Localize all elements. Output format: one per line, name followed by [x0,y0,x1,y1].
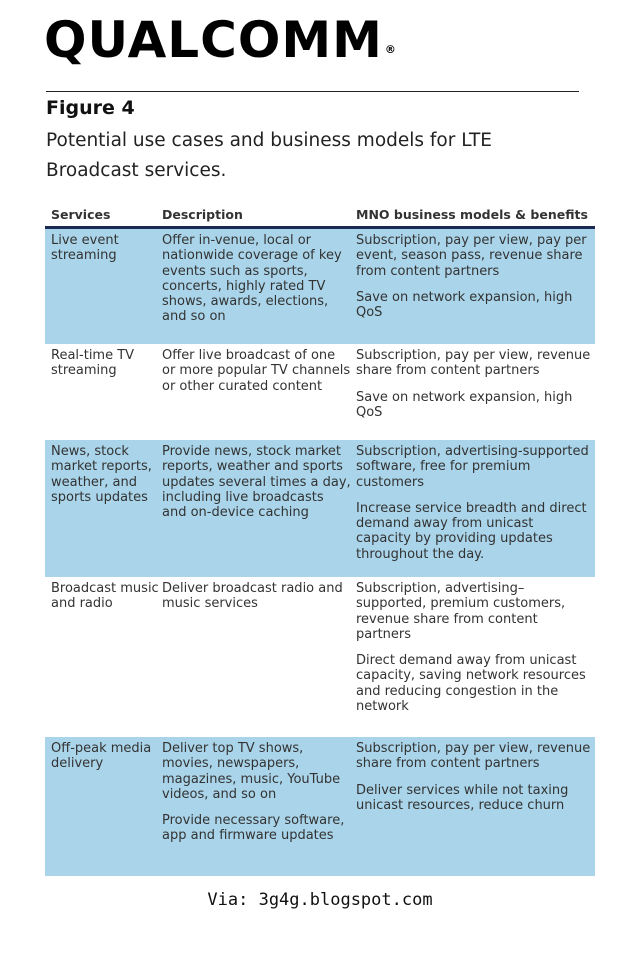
business-model: Subscription, pay per view, revenue share from content partners [356,741,591,772]
header-description: Description [162,207,243,222]
header-divider [46,91,579,92]
description-extra: Provide necessary software, app and firmware updates [162,813,345,844]
description-cell: Provide news, stock market reports, weather and sports updates several times a day, including live broadcasts and on-device caching [162,444,351,521]
logo-text: QUALCOMM [44,11,383,69]
description-text: Deliver top TV shows, movies, newspapers, magazines, music, YouTube videos, and so on [162,741,341,802]
model-cell [356,581,592,714]
use-case-table [45,205,595,876]
qualcomm-logo [44,10,395,70]
model-cell [356,444,592,562]
model-cell [356,348,592,420]
caption-line-2: Broadcast services. [46,160,227,181]
business-model: Subscription, pay per view, revenue share from content partners [356,348,591,379]
business-model: Subscription, advertising-supported software, free for premium customers [356,444,589,490]
service-cell: Broadcast music and radio [51,581,159,612]
benefit: Deliver services while not taxing unicast resources, reduce churn [356,782,569,813]
table-row [45,577,595,737]
source-credit: Via: 3g4g.blogspot.com [207,890,433,910]
benefit: Save on network expansion, high QoS [356,289,573,321]
table-row [45,229,595,344]
registered-mark: ® [384,43,397,56]
business-model: Subscription, advertising–supported, premium customers, revenue share from content partners [356,581,566,642]
table-row [45,737,595,876]
figure-label: Figure 4 [46,97,135,119]
service-cell: News, stock market reports, weather, and sports updates [51,444,152,505]
table-row [45,440,595,577]
business-model: Subscription, pay per view, pay per event, season pass, revenue share from content partners [356,233,587,279]
service-cell: Off-peak media delivery [51,741,152,772]
header-mno-models: MNO business models & benefits [356,207,588,222]
benefit: Direct demand away from unicast capacity, saving network resources and reducing congestion in the network [356,653,586,715]
description-cell: Offer live broadcast of one or more popular TV channels or other curated content [162,348,351,394]
benefit: Increase service breadth and direct demand away from unicast capacity by providing updates throughout the day. [356,500,587,562]
benefit: Save on network expansion, high QoS [356,389,573,420]
table-header [45,205,595,229]
figure-caption [46,126,566,186]
service-cell: Live event streaming [51,233,119,264]
description-cell [162,741,352,844]
description-cell: Offer in-venue, local or nationwide coverage of key events such as sports, concerts, highly rated TV shows, awards, elections, and so on [162,233,342,325]
table-row [45,344,595,440]
description-cell: Deliver broadcast radio and music services [162,581,343,612]
model-cell [356,741,592,813]
model-cell [356,233,592,320]
caption-line-1: Potential use cases and business models for LTE [46,130,492,151]
header-services: Services [51,207,111,222]
service-cell: Real-time TV streaming [51,348,135,379]
